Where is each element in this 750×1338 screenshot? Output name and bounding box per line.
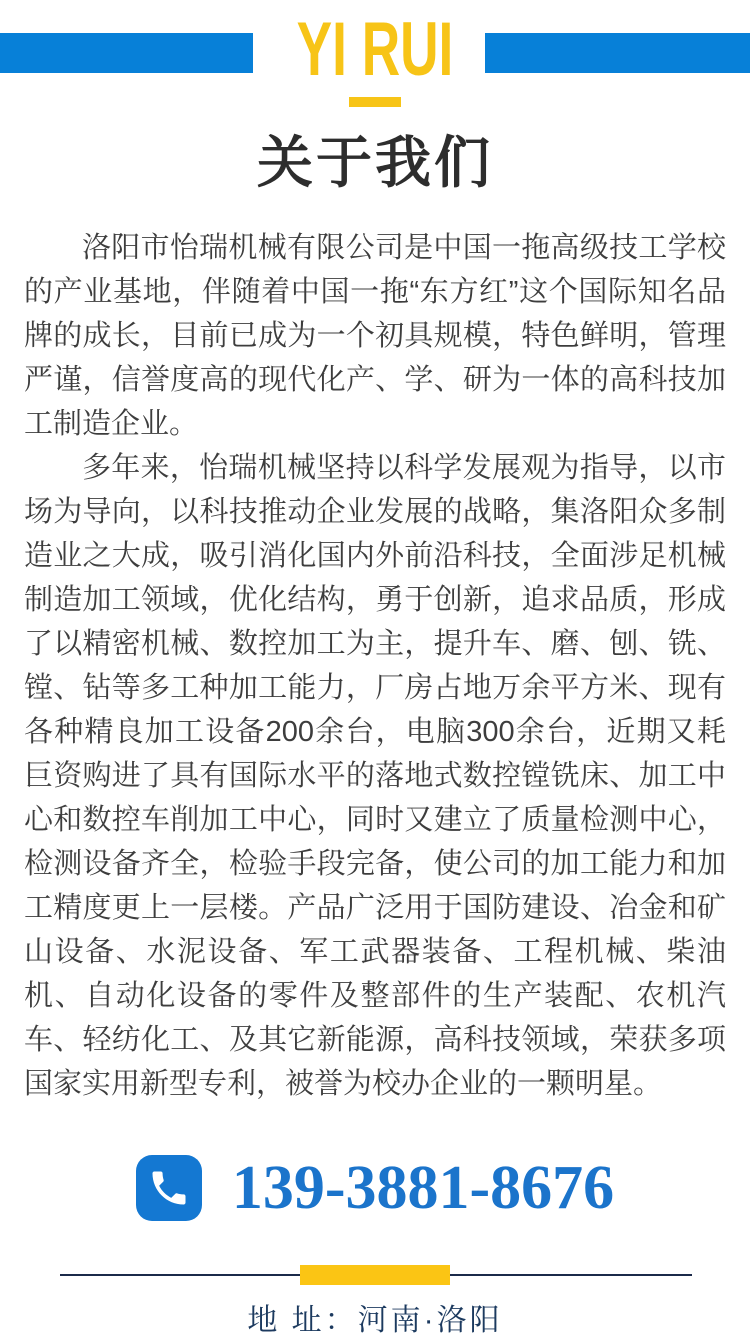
about-content: [24, 226, 726, 1106]
phone-icon: [136, 1155, 202, 1221]
brand-logo-text: YI RUI: [296, 7, 454, 92]
page-title: 关于我们: [257, 131, 493, 194]
brand-header: [0, 0, 750, 112]
phone-contact[interactable]: [0, 1152, 750, 1224]
footer-address: 地 址：河南·洛阳: [247, 1304, 503, 1337]
logo-underline-dash: [349, 97, 401, 107]
phone-number: 139-3881-8676: [231, 1154, 615, 1222]
about-paragraph-2: 多年来，怡瑞机械坚持以科学发展观为指导，以市场为导向，以科技推动企业发展的战略，集洛阳众多制造业之大成，吸引消化国内外前沿科技，全面涉足机械制造加工领域，优化结构，勇于创新，追求品质，形成了以精密机械、数控加工为主，提升车、磨、刨、铣、镗、钻等多工种加工能力，厂房占地万余平方米、现有各种精良加工设备200余台，电脑300余台，近期又耗巨资购进了具有国际水平的落地式数控镗铣床、加工中心和数控车削加工中心，同时又建立了质量检测中心，检测设备齐全，检验手段完备，使公司的加工能力和加工精度更上一层楼。产品广泛用于国防建设、冶金和矿山设备、水泥设备、军工武器装备、工程机械、柴油机、自动化设备的零件及整部件的生产装配、农机汽车、轻纺化工、及其它新能源，高科技领域，荣获多项国家实用新型专利，被誉为校办企业的一颗明星。: [24, 452, 726, 1100]
footer-divider: [0, 1264, 750, 1286]
about-paragraph-1: 洛阳市怡瑞机械有限公司是中国一拖高级技工学校的产业基地，伴随着中国一拖“东方红”这个国际知名品牌的成长，目前已成为一个初具规模，特色鲜明，管理严谨，信誉度高的现代化产、学、研为一体的高科技加工制造企业。: [24, 232, 726, 440]
divider-accent-bar: [300, 1265, 450, 1285]
